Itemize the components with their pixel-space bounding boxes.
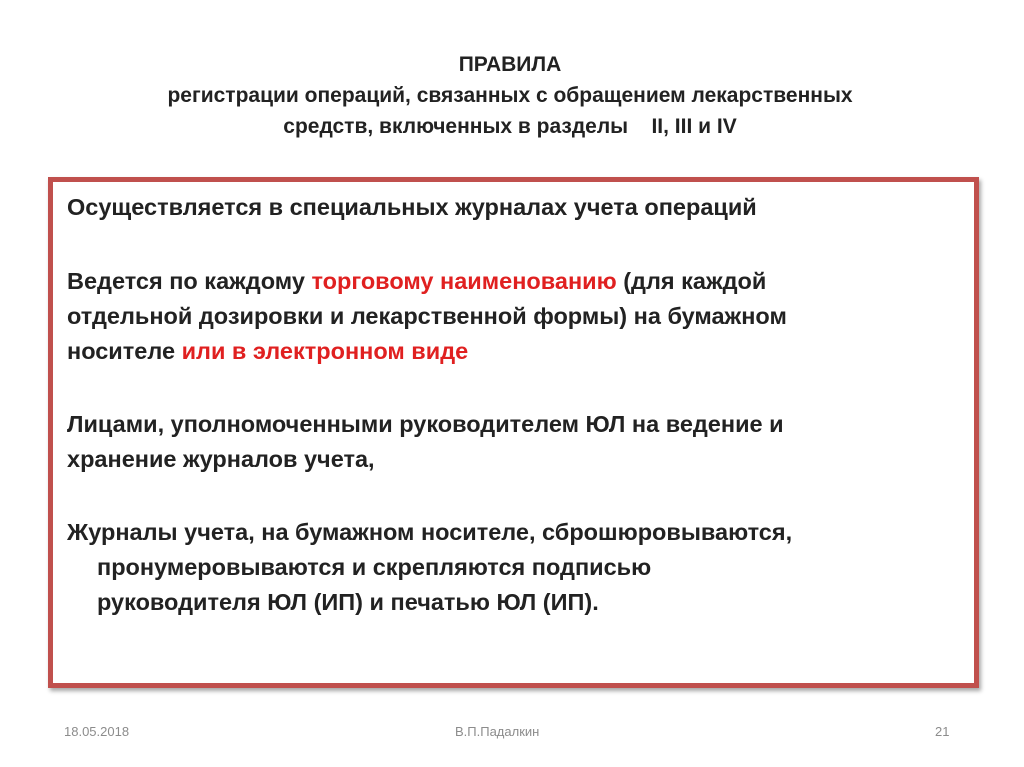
paragraph-binding-line-1: Журналы учета, на бумажном носителе, сброшюровываются, xyxy=(67,519,793,545)
paragraph-trade-name-line-2: отдельной дозировки и лекарственной формы) на бумажном xyxy=(67,303,787,329)
paragraph-binding xyxy=(67,515,792,620)
paragraph-trade-name-line-1 xyxy=(67,264,787,299)
highlight-electronic: или в электронном виде xyxy=(181,338,469,364)
footer-date: 18.05.2018 xyxy=(64,724,130,739)
paragraph-persons-line-2: хранение журналов учета, xyxy=(67,446,375,472)
slide-title xyxy=(60,49,960,142)
footer-author: В.П.Падалкин xyxy=(455,724,540,739)
text-part: (для каждой xyxy=(616,268,767,294)
paragraph-trade-name-line-3 xyxy=(67,334,787,369)
paragraph-journals-text: Осуществляется в специальных журналах учета операций xyxy=(67,194,757,220)
highlight-trade-name: торговому наименованию xyxy=(311,268,617,294)
paragraph-trade-name xyxy=(67,264,787,369)
paragraph-binding-line-3: руководителя ЮЛ (ИП) и печатью ЮЛ (ИП). xyxy=(97,589,599,615)
footer-page-number: 21 xyxy=(935,724,950,739)
text-part: Ведется по каждому xyxy=(67,268,312,294)
title-line-2: регистрации операций, связанных с обращением лекарственных xyxy=(167,84,853,107)
paragraph-persons xyxy=(67,407,784,477)
paragraph-journals xyxy=(67,190,757,225)
content-frame xyxy=(48,177,979,688)
paragraph-binding-line-2: пронумеровываются и скрепляются подписью xyxy=(97,554,652,580)
title-line-1: ПРАВИЛА xyxy=(458,53,562,76)
paragraph-persons-line-1: Лицами, уполномоченными руководителем ЮЛ на ведение и xyxy=(67,411,784,437)
text-part: носителе xyxy=(67,338,182,364)
title-line-3: средств, включенных в разделы II, III и IV xyxy=(283,115,737,138)
